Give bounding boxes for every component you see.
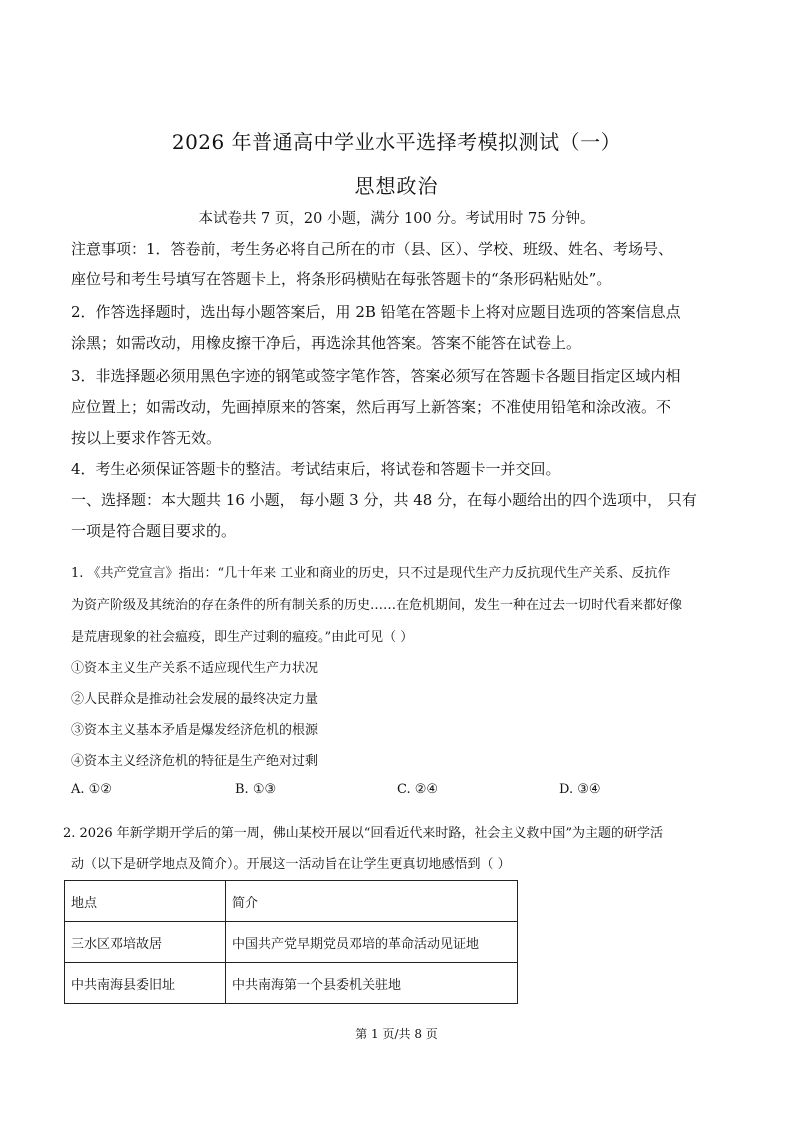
table-header-row bbox=[65, 881, 518, 922]
table-row bbox=[65, 963, 518, 1004]
table-cell: 中共南海第一个县委机关驻地 bbox=[226, 963, 518, 1004]
table-row bbox=[65, 922, 518, 963]
option-c: C. ②④ bbox=[397, 782, 439, 797]
page-number: 第 1 页/共 8 页 bbox=[355, 1027, 438, 1041]
section-heading: 一项是符合题目要求的。 bbox=[71, 522, 237, 540]
study-sites-table bbox=[64, 880, 518, 1004]
question-1-statement: ②人民群众是推动社会发展的最终决定力量 bbox=[71, 692, 319, 707]
notes-line: 注意事项：1．答卷前，考生务必将自己所在的市（县、区）、学校、班级、姓名、考场号、 bbox=[71, 240, 674, 258]
question-1-stem: 1. 《共产党宣言》指出：“几十年来 工业和商业的历史，只不过是现代生产力反抗现代生产关系、反抗作 bbox=[71, 566, 671, 581]
question-1-statement: ③资本主义基本矛盾是爆发经济危机的根源 bbox=[71, 723, 319, 738]
question-2-stem: 动（以下是研学地点及简介）。开展这一活动旨在让学生更真切地感悟到（ ） bbox=[71, 857, 511, 872]
question-1-stem: 是荒唐现象的社会瘟疫，即生产过剩的瘟疫。”由此可见（ ） bbox=[71, 630, 414, 645]
notes-line: 2．作答选择题时，选出每小题答案后，用 2B 铅笔在答题卡上将对应题目选项的答案信息点 bbox=[71, 303, 681, 321]
question-1-stem: 为资产阶级及其统治的存在条件的所有制关系的历史……在危机期间，发生一种在过去一切时代看来都好像 bbox=[71, 598, 683, 613]
notes-line: 4．考生必须保证答题卡的整洁。考试结束后，将试卷和答题卡一并交回。 bbox=[71, 460, 561, 478]
notes-line: 涂黑；如需改动，用橡皮擦干净后，再选涂其他答案。答案不能答在试卷上。 bbox=[71, 334, 582, 352]
question-1-statement: ④资本主义经济危机的特征是生产绝对过剩 bbox=[71, 754, 319, 769]
question-2-stem: 2. 2026 年新学期开学后的第一周，佛山某校开展以“回看近代来时路，社会主义救中国”为主题的研学活 bbox=[63, 826, 664, 841]
table-cell: 中共南海县委旧址 bbox=[65, 963, 226, 1004]
table-header-cell: 地点 bbox=[65, 881, 226, 922]
subject-title: 思想政治 bbox=[354, 174, 439, 198]
exam-info: 本试卷共 7 页，20 小题，满分 100 分。考试用时 75 分钟。 bbox=[198, 211, 595, 227]
option-a: A. ①② bbox=[71, 782, 112, 797]
option-d: D. ③④ bbox=[559, 782, 601, 797]
exam-title: 2026 年普通高中学业水平选择考模拟测试（一） bbox=[171, 130, 622, 154]
notes-line: 座位号和考生号填写在答题卡上，将条形码横贴在每张答题卡的“条形码粘贴处”。 bbox=[71, 270, 612, 288]
table-cell: 中国共产党早期党员邓培的革命活动见证地 bbox=[226, 922, 518, 963]
table-cell: 三水区邓培故居 bbox=[65, 922, 226, 963]
table-header-cell: 简介 bbox=[226, 881, 518, 922]
option-b: B. ①③ bbox=[235, 782, 277, 797]
notes-line: 按以上要求作答无效。 bbox=[71, 429, 222, 447]
notes-line: 3．非选择题必须用黑色字迹的钢笔或签字笔作答，答案必须写在答题卡各题目指定区域内相 bbox=[71, 367, 681, 385]
section-heading: 一、选择题：本大题共 16 小题， 每小题 3 分，共 48 分，在每小题给出的四个选项中， 只有 bbox=[71, 491, 697, 509]
question-1-statement: ①资本主义生产关系不适应现代生产力状况 bbox=[71, 661, 319, 676]
notes-line: 应位置上；如需改动，先画掉原来的答案，然后再写上新答案；不准使用铅笔和涂改液。不 bbox=[71, 398, 672, 416]
